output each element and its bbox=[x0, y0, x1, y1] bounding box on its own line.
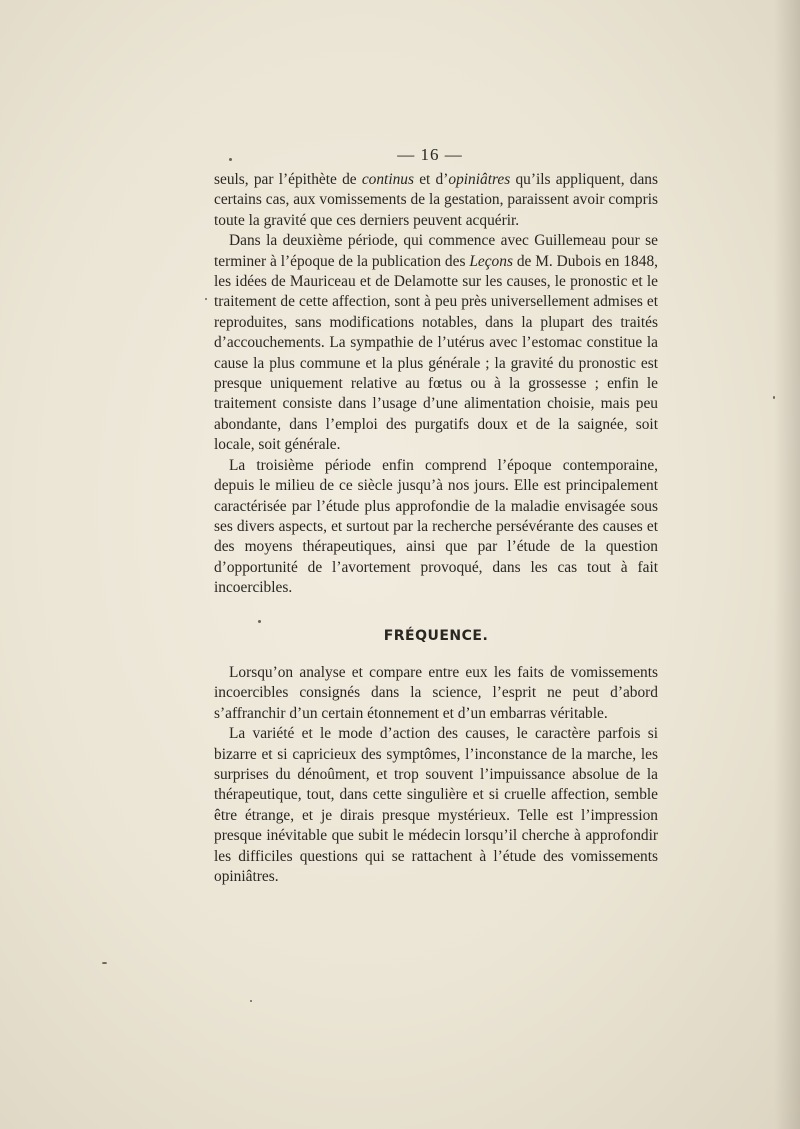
paragraph: La variété et le mode d’action des causes, le caractère parfois si bizarre et si capricieux des symptômes, l’inconstance de la marche, les surprises du dénoûment, et trop souvent l’impuissance absolue de la thérapeutique, tout, dans cette singulière et si cruelle affection, semble être étrange, et je dirais presque mystérieux. Telle est l’impression presque inévitable que subit le médecin lorsqu’il cherche à approfondir les difficiles questions qui se rattachent à l’étude des vomissements opiniâtres. bbox=[214, 725, 658, 885]
paragraph: seuls, par l’épithète de continus et d’opiniâtres qu’ils appliquent, dans certains cas, aux vomissements de la gestation, paraissent avoir compris toute la gravité que ces derniers peuvent acquérir. bbox=[214, 171, 658, 229]
italic-term: opiniâtres bbox=[448, 171, 511, 188]
body-text bbox=[214, 170, 658, 887]
page-edge-shadow bbox=[774, 0, 800, 1129]
paragraph: Lorsqu’on analyse et compare entre eux les faits de vomissements incoercibles consignés dans la science, l’esprit ne peut d’abord s’affranchir d’un certain étonnement et d’un embarras véritable. bbox=[214, 663, 658, 722]
section-heading: FRÉQUENCE. bbox=[383, 627, 489, 644]
italic-term: Leçons bbox=[469, 252, 513, 270]
paragraph: Dans la deuxième période, qui commence avec Guillemeau pour se terminer à l’époque de la publication des Leçons de M. Dubois en 1848, les idées de Mauriceau et de Delamotte sur les causes, le pronostic et le traitement de cette affection, sont à peu près universellement admises et reproduites, sans modifications notables, dans la plupart des traités d’accouchements. La sympathie de l’utérus avec l’estomac constitue la cause la plus commune et la plus générale ; la gravité du pronostic est presque uniquement relative au fœtus ou à la grossesse ; enfin le traitement consiste dans l’usage d’une alimentation choisie, mais peu abondante, dans l’emploi des purgatifs doux et de la saignée, soit locale, soit générale. bbox=[214, 232, 658, 454]
ink-speck bbox=[773, 396, 775, 399]
italic-term: continus bbox=[361, 171, 414, 188]
ink-speck bbox=[250, 1000, 252, 1002]
ink-speck bbox=[205, 298, 207, 300]
ink-speck bbox=[102, 962, 107, 964]
paragraph: La troisième période enfin comprend l’époque contemporaine, depuis le milieu de ce siècle jusqu’à nos jours. Elle est principalement caractérisée par l’étude plus approfondie de la maladie envisagée sous ses divers aspects, et surtout par la recherche persévérante des causes et des moyens thérapeutiques, ainsi que par l’étude de la question d’opportunité de l’avortement provoqué, dans les cas tout à fait incoercibles. bbox=[214, 456, 658, 597]
page-number: — 16 — bbox=[397, 145, 463, 164]
